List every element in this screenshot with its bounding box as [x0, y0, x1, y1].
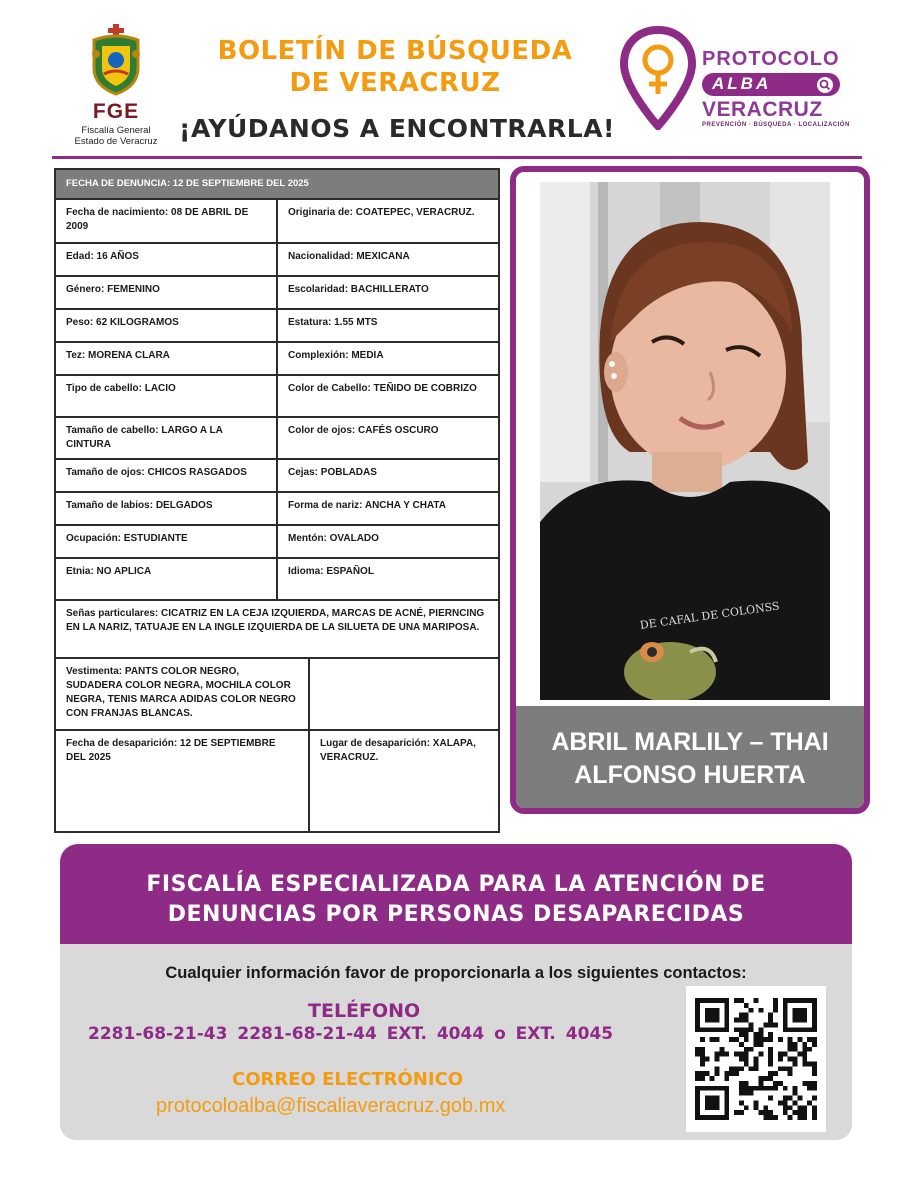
- person-name-line1: ABRIL MARLILY – THAI: [551, 728, 829, 756]
- table-row: [55, 243, 499, 276]
- field-lips: Tamaño de labios: DELGADOS: [55, 492, 277, 525]
- table-row: [55, 600, 499, 658]
- table-row: [55, 658, 499, 730]
- field-clothing: Vestimenta: PANTS COLOR NEGRO, SUDADERA COLOR NEGRA, MOCHILA COLOR NEGRA, TENIS MARCA ADIDAS COLOR NEGRO CON FRANJAS BLANCAS.: [55, 658, 309, 730]
- header-divider: [52, 156, 862, 159]
- bulletin-title-line2: DE VERACRUZ: [289, 68, 501, 98]
- phone-label: TELÉFONO: [308, 1000, 421, 1022]
- bulletin-title: [190, 35, 600, 99]
- fiscalia-banner: [60, 844, 852, 944]
- shirt-print-text: DE CAFAL DE COLONSS: [639, 599, 781, 632]
- fiscalia-heading-line2: DENUNCIAS POR PERSONAS DESAPARECIDAS: [167, 902, 745, 927]
- field-eye-size: Tamaño de ojos: CHICOS RASGADOS: [55, 459, 277, 492]
- table-row: [55, 730, 499, 832]
- field-complexion-tone: Tez: MORENA CLARA: [55, 342, 277, 375]
- field-birthdate: Fecha de nacimiento: 08 DE ABRIL DE 2009: [55, 199, 277, 243]
- help-heading: ¡AYÚDANOS A ENCONTRARLA!: [179, 114, 615, 143]
- fge-acronym: FGE: [92, 100, 140, 123]
- field-ethnicity: Etnia: NO APLICA: [55, 558, 277, 600]
- field-chin: Mentón: OVALADO: [277, 525, 499, 558]
- table-row: [55, 417, 499, 459]
- field-hair-color: Color de Cabello: TEÑIDO DE COBRIZO: [277, 375, 499, 417]
- alba-logo-line2: ALBA: [712, 74, 772, 93]
- phone-numbers[interactable]: 2281-68-21-43 2281-68-21-44 EXT. 4044 o EXT. 4045: [88, 1024, 614, 1044]
- field-nose: Forma de nariz: ANCHA Y CHATA: [277, 492, 499, 525]
- field-eye-color: Color de ojos: CAFÉS OSCURO: [277, 417, 499, 459]
- table-row: [55, 459, 499, 492]
- fge-subtitle-line2: Estado de Veracruz: [74, 136, 158, 147]
- qr-code-icon: [695, 995, 817, 1123]
- table-row: [55, 199, 499, 243]
- field-hair-type: Tipo de cabello: LACIO: [55, 375, 277, 417]
- table-row: [55, 525, 499, 558]
- table-row: [55, 309, 499, 342]
- fge-subtitle-line1: Fiscalía General: [81, 125, 151, 136]
- field-nationality: Nacionalidad: MEXICANA: [277, 243, 499, 276]
- field-hair-length: Tamaño de cabello: LARGO A LA CINTURA: [55, 417, 277, 459]
- field-age: Edad: 16 AÑOS: [55, 243, 277, 276]
- alba-logo-line1: PROTOCOLO: [702, 48, 840, 70]
- field-build: Complexión: MEDIA: [277, 342, 499, 375]
- table-row: [55, 375, 499, 417]
- field-weight: Peso: 62 KILOGRAMOS: [55, 309, 277, 342]
- table-row: [55, 558, 499, 600]
- person-name: [516, 726, 864, 792]
- table-row: [55, 492, 499, 525]
- fiscalia-heading: [60, 870, 852, 930]
- fge-logo: [72, 24, 160, 148]
- coat-of-arms-icon: [88, 24, 144, 96]
- fge-subtitle: [68, 125, 164, 147]
- field-eyebrows: Cejas: POBLADAS: [277, 459, 499, 492]
- report-date: FECHA DE DENUNCIA: 12 DE SEPTIEMBRE DEL 2025: [55, 169, 499, 199]
- person-data-table: [54, 168, 500, 833]
- location-pin-female-icon: [620, 26, 696, 130]
- alba-logo-line3: VERACRUZ: [702, 98, 823, 121]
- fiscalia-heading-line1: FISCALÍA ESPECIALIZADA PARA LA ATENCIÓN DE: [146, 872, 766, 897]
- qr-code[interactable]: [686, 986, 826, 1132]
- person-photo: [540, 182, 830, 700]
- table-row: [55, 276, 499, 309]
- email-link[interactable]: protocoloalba@fiscaliaveracruz.gob.mx: [156, 1095, 506, 1117]
- missing-person-card: [510, 166, 870, 814]
- alba-logo-tagline: PREVENCIÓN · BÚSQUEDA · LOCALIZACIÓN: [702, 122, 850, 128]
- field-origin: Originaria de: COATEPEC, VERACRUZ.: [277, 199, 499, 243]
- field-disappearance-place: Lugar de desaparición: XALAPA, VERACRUZ.: [309, 730, 499, 832]
- search-icon: [816, 76, 834, 94]
- person-name-line2: ALFONSO HUERTA: [574, 761, 806, 789]
- person-name-band: [516, 706, 864, 808]
- bulletin-title-line1: BOLETÍN DE BÚSQUEDA: [217, 36, 573, 66]
- table-row-header: [55, 169, 499, 199]
- email-label: CORREO ELECTRÓNICO: [232, 1069, 464, 1090]
- person-portrait-image: [540, 182, 830, 700]
- field-education: Escolaridad: BACHILLERATO: [277, 276, 499, 309]
- protocolo-alba-logo: [620, 26, 852, 136]
- field-disappearance-date: Fecha de desaparición: 12 DE SEPTIEMBRE DEL 2025: [55, 730, 309, 832]
- contact-panel: [60, 944, 852, 1140]
- field-occupation: Ocupación: ESTUDIANTE: [55, 525, 277, 558]
- table-row: [55, 342, 499, 375]
- field-language: Idioma: ESPAÑOL: [277, 558, 499, 600]
- field-gender: Género: FEMENINO: [55, 276, 277, 309]
- contact-intro: Cualquier información favor de proporcionarla a los siguientes contactos:: [165, 964, 747, 982]
- field-height: Estatura: 1.55 MTS: [277, 309, 499, 342]
- empty-cell: [309, 658, 499, 730]
- field-distinguishing-marks: Señas particulares: CICATRIZ EN LA CEJA IZQUIERDA, MARCAS DE ACNÉ, PIERNCING EN LA NARIZ, TATUAJE EN LA INGLE IZQUIERDA DE LA SILUETA DE UNA MARIPOSA.: [55, 600, 499, 658]
